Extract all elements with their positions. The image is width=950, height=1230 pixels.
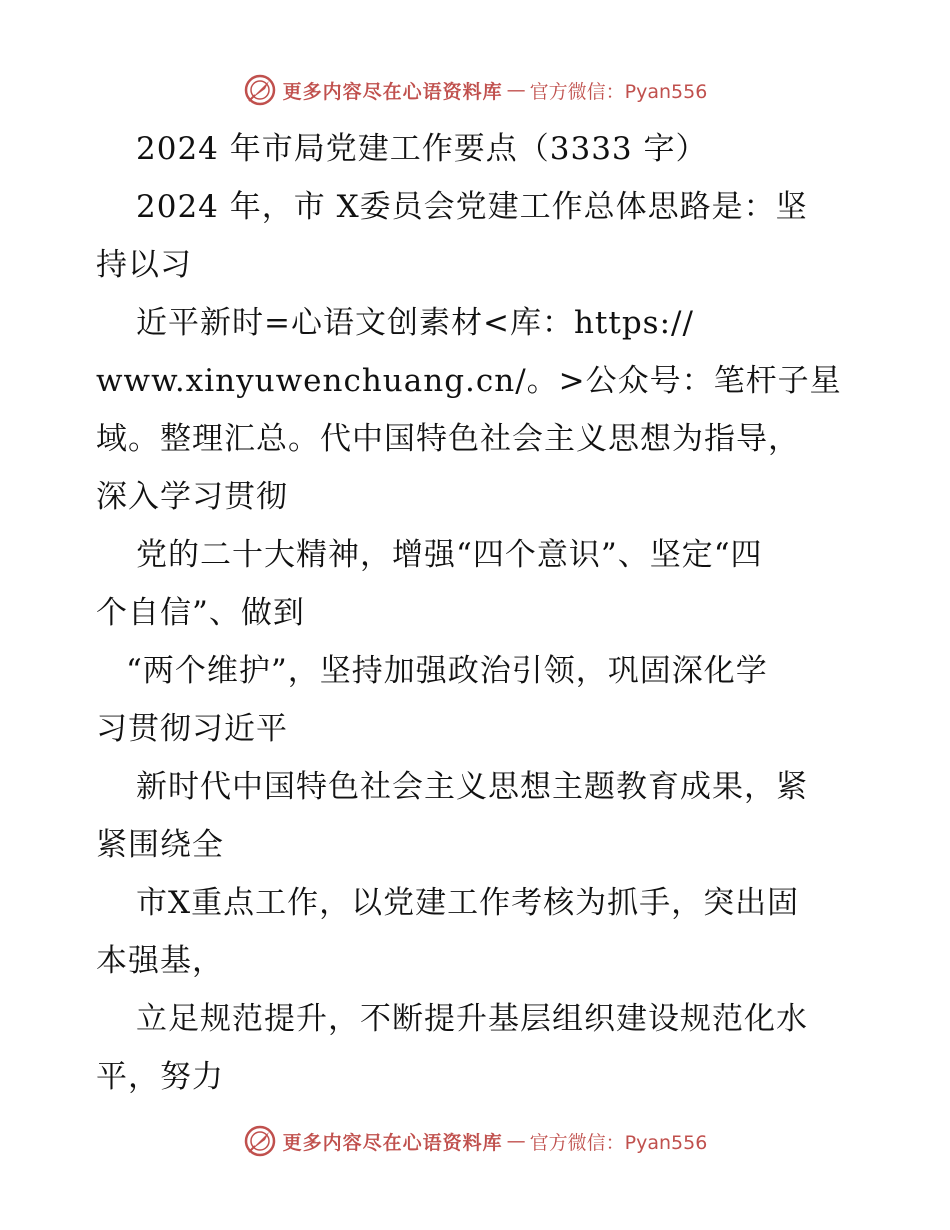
quill-circle-logo-icon bbox=[243, 73, 277, 107]
footer-separator: — bbox=[506, 1130, 526, 1152]
text-line: 平，努力 bbox=[96, 1059, 224, 1095]
header-banner bbox=[0, 70, 950, 110]
text-line: 域。整理汇总。代中国特色社会主义思想为指导， bbox=[96, 421, 800, 457]
text-line: 紧围绕全 bbox=[96, 827, 224, 863]
header-separator: — bbox=[506, 79, 526, 101]
text-line: “两个维护”，坚持加强政治引领，巩固深化学 bbox=[126, 653, 768, 689]
text-line: www.xinyuwenchuang.cn/。>公众号：笔杆子星 bbox=[96, 363, 842, 399]
document-body bbox=[96, 120, 856, 1106]
text-line: 本强基， bbox=[96, 943, 224, 979]
footer-wechat-text: 官方微信：Pyan556 bbox=[529, 1131, 708, 1154]
footer-brand-text: 更多内容尽在心语资料库 bbox=[282, 1131, 503, 1154]
text-line: 立足规范提升，不断提升基层组织建设规范化水 bbox=[136, 1001, 808, 1037]
text-line: 习贯彻习近平 bbox=[96, 711, 288, 747]
quill-circle-logo-icon bbox=[243, 1124, 277, 1158]
text-line: 个自信”、做到 bbox=[96, 595, 305, 631]
footer-banner bbox=[0, 1121, 950, 1161]
text-line: 2024 年，市 X委员会党建工作总体思路是：坚 bbox=[136, 189, 808, 225]
text-line: 近平新时=心语文创素材<库：https:// bbox=[136, 305, 694, 341]
document-title: 2024 年市局党建工作要点（3333 字） bbox=[136, 131, 708, 167]
text-line: 新时代中国特色社会主义思想主题教育成果，紧 bbox=[136, 769, 808, 805]
text-line: 市X重点工作，以党建工作考核为抓手，突出固 bbox=[136, 885, 800, 921]
header-wechat-text: 官方微信：Pyan556 bbox=[529, 80, 708, 103]
text-line: 持以习 bbox=[96, 247, 192, 283]
text-line: 深入学习贯彻 bbox=[96, 479, 288, 515]
text-line: 党的二十大精神，增强“四个意识”、坚定“四 bbox=[136, 537, 763, 573]
header-brand-text: 更多内容尽在心语资料库 bbox=[282, 80, 503, 103]
